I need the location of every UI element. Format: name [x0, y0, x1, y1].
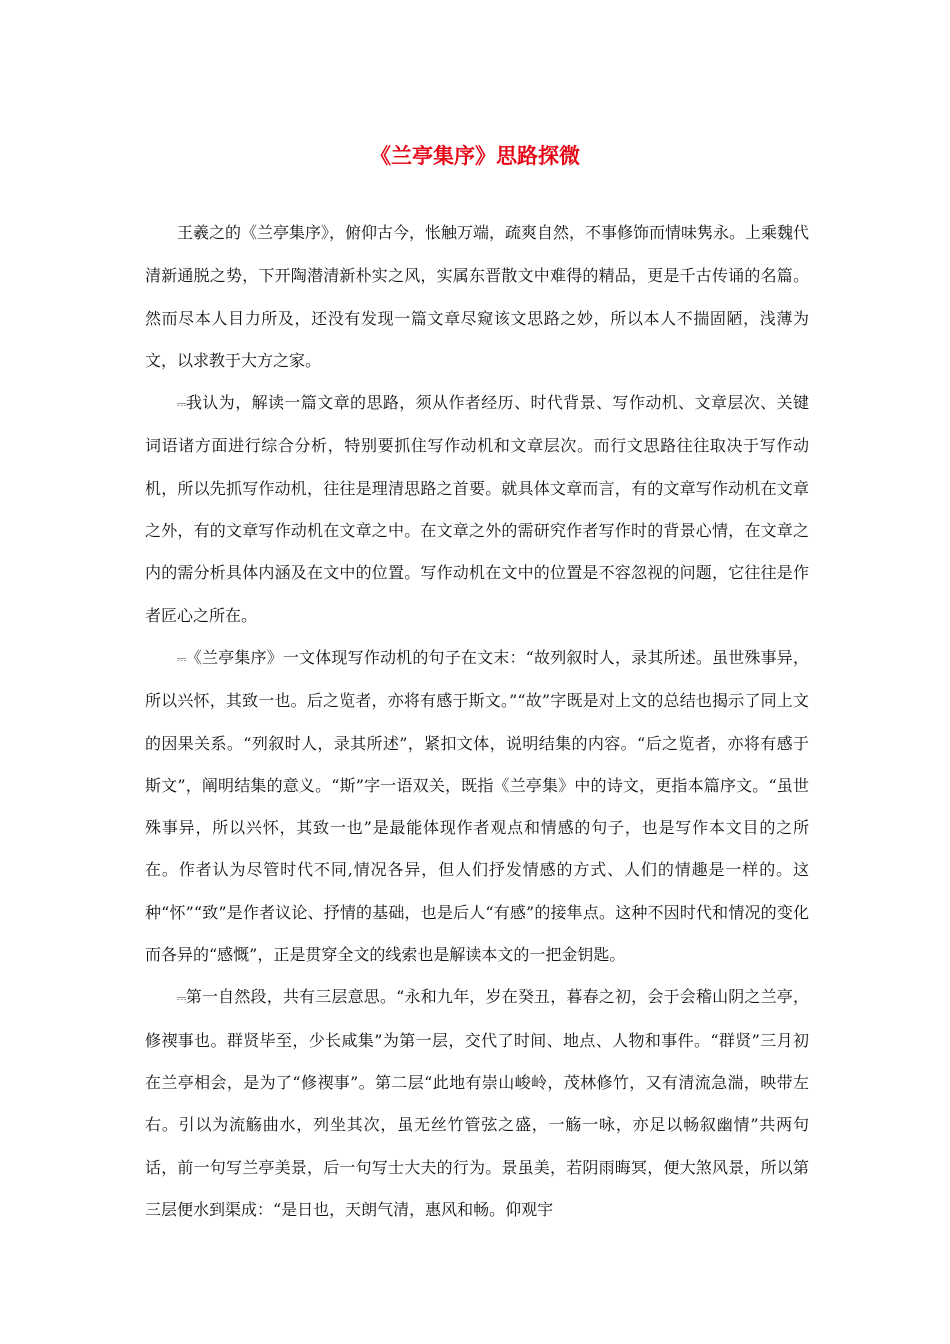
paragraph-text: 我认为，解读一篇文章的思路，须从作者经历、时代背景、写作动机、文章层次、关键词语诸方面进行综合分析，特别要抓住写作动机和文章层次。而行文思路往往取决于写作动机，所以先抓写作动机，往往是理清思路之首要。就具体文章而言，有的文章写作动机在文章之外，有的文章写作动机在文章之中。在文章之外的需研究作者写作时的背景心情，在文章之内的需分析具体内涵及在文中的位置。写作动机在文中的位置是不容忽视的问题，它往往是作者匠心之所在。: [145, 393, 809, 625]
paragraph-4: [145, 976, 809, 1231]
paragraph-marker: ⎓: [177, 991, 186, 1006]
document-title: 《兰亭集序》思路探微: [370, 144, 580, 168]
paragraph-marker: ⎓: [177, 651, 186, 666]
paragraph-text: 王羲之的《兰亭集序》，俯仰古今，怅触万端，疏爽自然，不事修饰而情味隽永。上乘魏代清新通脱之势，下开陶潜清新朴实之风，实属东晋散文中难得的精品，更是千古传诵的名篇。然而尽本人目力所及，还没有发现一篇文章尽窥该文思路之妙，所以本人不揣固陋，浅薄为文，以求教于大方之家。: [145, 223, 810, 370]
document-body: [145, 212, 809, 1231]
paragraph-marker: ⎓: [177, 397, 186, 412]
paragraph-2: [145, 382, 809, 637]
paragraph-3: [145, 637, 809, 976]
paragraph-text: 《兰亭集序》一文体现写作动机的句子在文末：“故列叙时人，录其所述。虽世殊事异，所以兴怀，其致一也。后之览者，亦将有感于斯文。”“故”字既是对上文的总结也揭示了同上文的因果关系。“列叙时人，录其所述”，紧扣文体，说明结集的内容。“后之览者，亦将有感于斯文”，阐明结集的意义。“斯”字一语双关，既指《兰亭集》中的诗文，更指本篇序文。“虽世殊事异，所以兴怀，其致一也”是最能体现作者观点和情感的句子，也是写作本文目的之所在。作者认为尽管时代不同,情况各异，但人们抒发情感的方式、人们的情趣是一样的。这种“怀”“致”是作者议论、抒情的基础，也是后人“有感”的接隼点。这种不因时代和情况的变化而各异的“感慨”，正是贯穿全文的线索也是解读本文的一把金钥匙。: [145, 647, 809, 965]
paragraph-1: [145, 212, 809, 382]
paragraph-text: 第一自然段，共有三层意思。“永和九年，岁在癸丑，暮春之初，会于会稽山阴之兰亭，修禊事也。群贤毕至，少长咸集”为第一层，交代了时间、地点、人物和事件。“群贤”三月初在兰亭相会，是为了“修禊事”。第二层“此地有崇山峻岭，茂林修竹，又有清流急湍，映带左右。引以为流觞曲水，列坐其次，虽无丝竹管弦之盛，一觞一咏，亦足以畅叙幽情”共两句话，前一句写兰亭美景，后一句写士大夫的行为。景虽美，若阴雨晦冥，便大煞风景，所以第三层便水到渠成：“是日也，天朗气清，惠风和畅。仰观宇: [145, 987, 809, 1219]
